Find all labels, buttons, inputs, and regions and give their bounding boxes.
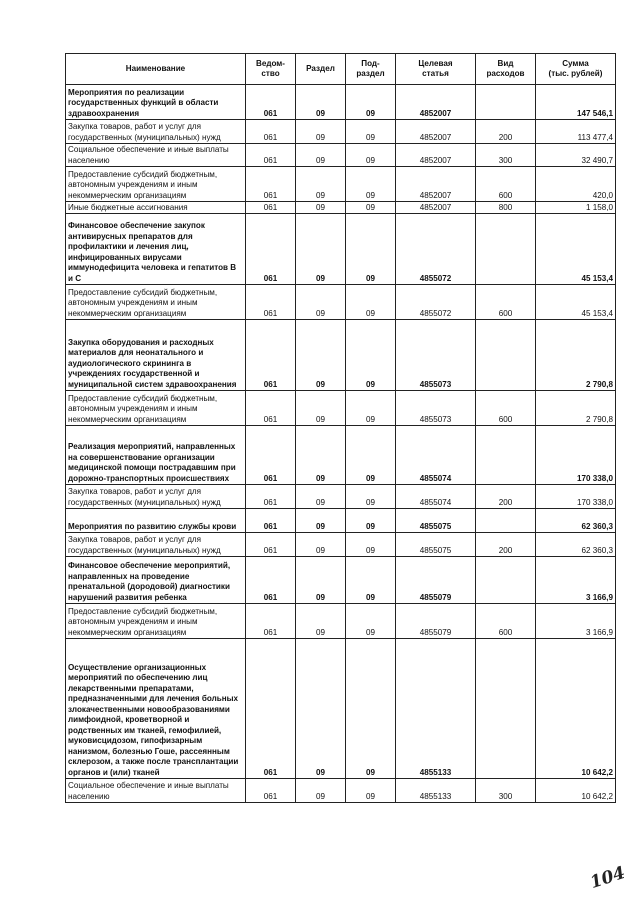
table-row: [66, 85, 616, 120]
cell-razdel: 09: [296, 509, 346, 533]
budget-table: [65, 53, 616, 803]
cell-statya: 4855133: [396, 779, 476, 803]
cell-vedomstvo: 061: [246, 485, 296, 509]
cell-razdel: 09: [296, 214, 346, 285]
cell-summa: 2 790,8: [536, 320, 616, 391]
cell-summa: 10 642,2: [536, 779, 616, 803]
cell-statya: 4855072: [396, 285, 476, 320]
table-row: [66, 214, 616, 285]
cell-summa: 45 153,4: [536, 214, 616, 285]
cell-razdel: 09: [296, 144, 346, 167]
cell-vedomstvo: 061: [246, 285, 296, 320]
table-body: [66, 85, 616, 803]
cell-podrazdel: 09: [346, 779, 396, 803]
cell-name: Закупка товаров, работ и услуг для государственных (муниципальных) нужд: [66, 533, 246, 557]
table-row: [66, 533, 616, 557]
cell-name: Реализация мероприятий, направленных на совершенствование организации медицинской помощи пострадавшим при дорожно-транспортных происшествиях: [66, 426, 246, 485]
cell-name: Закупка товаров, работ и услуг для государственных (муниципальных) нужд: [66, 120, 246, 144]
cell-vedomstvo: 061: [246, 214, 296, 285]
cell-name: Иные бюджетные ассигнования: [66, 202, 246, 214]
cell-podrazdel: 09: [346, 202, 396, 214]
cell-vid: [476, 509, 536, 533]
cell-summa: 1 158,0: [536, 202, 616, 214]
table-row: [66, 285, 616, 320]
cell-vid: [476, 320, 536, 391]
cell-vedomstvo: 061: [246, 426, 296, 485]
table-row: [66, 120, 616, 144]
cell-vid: 600: [476, 285, 536, 320]
table-header-row: [66, 54, 616, 85]
cell-name: Предоставление субсидий бюджетным, автономным учреждениям и иным некоммерческим организациям: [66, 285, 246, 320]
cell-name: Закупка товаров, работ и услуг для государственных (муниципальных) нужд: [66, 485, 246, 509]
cell-statya: 4852007: [396, 120, 476, 144]
cell-summa: 45 153,4: [536, 285, 616, 320]
cell-vid: 300: [476, 779, 536, 803]
cell-podrazdel: 09: [346, 167, 396, 202]
cell-podrazdel: 09: [346, 533, 396, 557]
cell-name: Осуществление организационных мероприятий по обеспечению лиц лекарственными препаратами, предназначенными для лечения больных злокачественными новообразованиями лимфоидной, кроветворной и родственных им тканей, гемофилией, муковисцидозом, гипофизарным нанизмом, болезнью Гоше, рассеянным склерозом, а также после трансплантации органов и (или) тканей: [66, 639, 246, 779]
table-row: [66, 202, 616, 214]
table-row: [66, 509, 616, 533]
table-row: [66, 391, 616, 426]
cell-vid: [476, 85, 536, 120]
cell-podrazdel: 09: [346, 509, 396, 533]
table-row: [66, 604, 616, 639]
cell-vedomstvo: 061: [246, 202, 296, 214]
cell-summa: 3 166,9: [536, 604, 616, 639]
cell-razdel: 09: [296, 557, 346, 604]
cell-summa: 170 338,0: [536, 485, 616, 509]
cell-vid: 800: [476, 202, 536, 214]
cell-vedomstvo: 061: [246, 391, 296, 426]
cell-razdel: 09: [296, 285, 346, 320]
cell-vedomstvo: 061: [246, 604, 296, 639]
cell-vedomstvo: 061: [246, 320, 296, 391]
cell-vid: [476, 639, 536, 779]
header-statya: Целевая статья: [396, 54, 476, 85]
cell-name: Закупка оборудования и расходных материалов для неонатального и аудиологического скрининга в учреждениях государственной и муниципальной систем здравоохранения: [66, 320, 246, 391]
header-vedomstvo: Ведом- ство: [246, 54, 296, 85]
cell-summa: 2 790,8: [536, 391, 616, 426]
cell-summa: 32 490,7: [536, 144, 616, 167]
cell-vid: [476, 426, 536, 485]
cell-statya: 4852007: [396, 202, 476, 214]
cell-vid: [476, 557, 536, 604]
cell-vedomstvo: 061: [246, 533, 296, 557]
cell-statya: 4855072: [396, 214, 476, 285]
cell-summa: 62 360,3: [536, 509, 616, 533]
cell-vedomstvo: 061: [246, 557, 296, 604]
table-row: [66, 426, 616, 485]
cell-statya: 4855073: [396, 391, 476, 426]
cell-statya: 4855079: [396, 604, 476, 639]
header-vid: Вид расходов: [476, 54, 536, 85]
cell-summa: 420,0: [536, 167, 616, 202]
cell-statya: 4855075: [396, 509, 476, 533]
cell-statya: 4852007: [396, 167, 476, 202]
cell-razdel: 09: [296, 604, 346, 639]
cell-vid: 600: [476, 604, 536, 639]
cell-razdel: 09: [296, 120, 346, 144]
table-row: [66, 144, 616, 167]
cell-podrazdel: 09: [346, 639, 396, 779]
cell-statya: 4855075: [396, 533, 476, 557]
cell-vedomstvo: 061: [246, 167, 296, 202]
cell-name: Мероприятия по реализации государственных функций в области здравоохранения: [66, 85, 246, 120]
cell-vid: 300: [476, 144, 536, 167]
cell-vedomstvo: 061: [246, 120, 296, 144]
cell-podrazdel: 09: [346, 604, 396, 639]
cell-podrazdel: 09: [346, 391, 396, 426]
cell-vedomstvo: 061: [246, 144, 296, 167]
cell-razdel: 09: [296, 202, 346, 214]
cell-vid: 600: [476, 391, 536, 426]
cell-razdel: 09: [296, 85, 346, 120]
cell-podrazdel: 09: [346, 85, 396, 120]
cell-statya: 4852007: [396, 144, 476, 167]
cell-name: Финансовое обеспечение мероприятий, направленных на проведение пренатальной (дородовой) диагностики нарушений развития ребенка: [66, 557, 246, 604]
cell-podrazdel: 09: [346, 120, 396, 144]
cell-name: Мероприятия по развитию службы крови: [66, 509, 246, 533]
cell-name: Предоставление субсидий бюджетным, автономным учреждениям и иным некоммерческим организациям: [66, 604, 246, 639]
cell-razdel: 09: [296, 485, 346, 509]
table-row: [66, 557, 616, 604]
table-row: [66, 639, 616, 779]
cell-vid: 200: [476, 485, 536, 509]
cell-podrazdel: 09: [346, 426, 396, 485]
cell-name: Предоставление субсидий бюджетным, автономным учреждениям и иным некоммерческим организациям: [66, 167, 246, 202]
page-number: 104: [587, 863, 628, 893]
cell-podrazdel: 09: [346, 557, 396, 604]
cell-razdel: 09: [296, 779, 346, 803]
table-row: [66, 485, 616, 509]
cell-razdel: 09: [296, 320, 346, 391]
cell-name: Социальное обеспечение и иные выплаты населению: [66, 144, 246, 167]
header-razdel: Раздел: [296, 54, 346, 85]
cell-vedomstvo: 061: [246, 509, 296, 533]
cell-razdel: 09: [296, 426, 346, 485]
cell-summa: 113 477,4: [536, 120, 616, 144]
cell-vedomstvo: 061: [246, 779, 296, 803]
cell-podrazdel: 09: [346, 485, 396, 509]
cell-razdel: 09: [296, 391, 346, 426]
cell-vedomstvo: 061: [246, 639, 296, 779]
cell-statya: 4852007: [396, 85, 476, 120]
cell-podrazdel: 09: [346, 320, 396, 391]
cell-podrazdel: 09: [346, 285, 396, 320]
cell-statya: 4855074: [396, 485, 476, 509]
cell-razdel: 09: [296, 533, 346, 557]
header-podrazdel: Под- раздел: [346, 54, 396, 85]
table-row: [66, 779, 616, 803]
cell-razdel: 09: [296, 639, 346, 779]
cell-statya: 4855079: [396, 557, 476, 604]
cell-statya: 4855074: [396, 426, 476, 485]
cell-name: Социальное обеспечение и иные выплаты населению: [66, 779, 246, 803]
cell-name: Финансовое обеспечение закупок антивирусных препаратов для профилактики и лечения лиц, инфицированных вирусами иммунодефицита человека и гепатитов В и С: [66, 214, 246, 285]
header-name: Наименование: [66, 54, 246, 85]
cell-name: Предоставление субсидий бюджетным, автономным учреждениям и иным некоммерческим организациям: [66, 391, 246, 426]
header-summa: Сумма (тыс. рублей): [536, 54, 616, 85]
cell-summa: 170 338,0: [536, 426, 616, 485]
cell-summa: 3 166,9: [536, 557, 616, 604]
cell-podrazdel: 09: [346, 214, 396, 285]
cell-statya: 4855073: [396, 320, 476, 391]
table-row: [66, 320, 616, 391]
cell-vid: [476, 214, 536, 285]
cell-podrazdel: 09: [346, 144, 396, 167]
cell-vid: 200: [476, 120, 536, 144]
cell-vid: 600: [476, 167, 536, 202]
cell-summa: 147 546,1: [536, 85, 616, 120]
cell-summa: 10 642,2: [536, 639, 616, 779]
table-row: [66, 167, 616, 202]
cell-razdel: 09: [296, 167, 346, 202]
cell-statya: 4855133: [396, 639, 476, 779]
cell-summa: 62 360,3: [536, 533, 616, 557]
cell-vedomstvo: 061: [246, 85, 296, 120]
cell-vid: 200: [476, 533, 536, 557]
